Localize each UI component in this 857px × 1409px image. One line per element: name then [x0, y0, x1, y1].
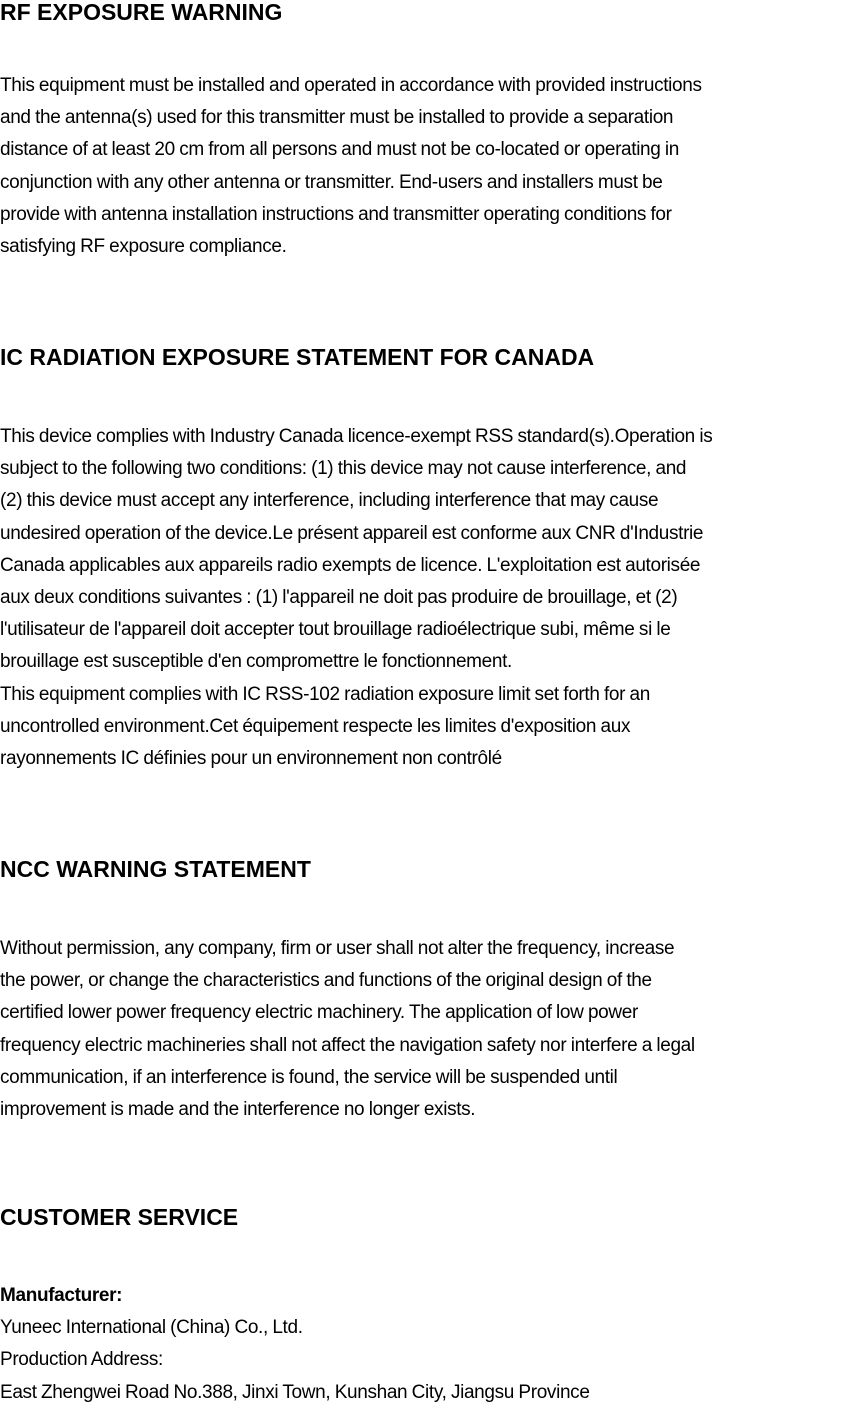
text-line: undesired operation of the device.Le présent appareil est conforme aux CNR d'Industrie: [0, 522, 704, 544]
text-line: satisfying RF exposure compliance.: [0, 236, 287, 258]
text-line: and the antenna(s) used for this transmitter must be installed to provide a separation: [0, 107, 674, 129]
text-line: Without permission, any company, firm or user shall not alter the frequency, increase: [0, 938, 675, 959]
text-line: uncontrolled environment.Cet équipement respecte les limites d'exposition aux: [0, 715, 631, 737]
text-line: Canada applicables aux appareils radio exempts de licence. L'exploitation est autorisée: [0, 554, 701, 576]
text-line: rayonnements IC définies pour un environnement non contrôlé: [0, 748, 502, 770]
text-line: the power, or change the characteristics and functions of the original design of the: [0, 970, 652, 992]
text-line: This equipment complies with IC RSS-102 radiation exposure limit set forth for an: [0, 683, 650, 705]
text-line: aux deux conditions suivantes : (1) l'appareil ne doit pas produire de brouillage, et (2): [0, 587, 678, 609]
rf-exposure-heading: RF EXPOSURE WARNING: [0, 0, 283, 25]
customer-service-heading: CUSTOMER SERVICE: [0, 1204, 239, 1230]
production-address-label: Production Address:: [0, 1349, 163, 1371]
rf-exposure-paragraph: [0, 70, 702, 263]
ncc-warning-heading: NCC WARNING STATEMENT: [0, 856, 311, 882]
text-line: distance of at least 20 cm from all persons and must not be co-located or operating in: [0, 139, 680, 161]
text-line: communication, if an interference is found, the service will be suspended until: [0, 1066, 618, 1088]
text-line: frequency electric machineries shall not affect the navigation safety nor interfere a legal: [0, 1034, 695, 1056]
text-line: improvement is made and the interference no longer exists.: [0, 1099, 476, 1121]
text-line: brouillage est susceptible d'en compromettre le fonctionnement.: [0, 651, 512, 673]
text-line: provide with antenna installation instructions and transmitter operating conditions for: [0, 203, 672, 225]
text-line: This device complies with Industry Canada licence-exempt RSS standard(s).Operation is: [0, 426, 713, 447]
ic-statement-paragraph: [0, 421, 712, 775]
text-line: subject to the following two conditions: (1) this device may not cause interference, and: [0, 458, 687, 480]
text-line: (2) this device must accept any interference, including interference that may cause: [0, 490, 659, 512]
text-line: This equipment must be installed and operated in accordance with provided instructions: [0, 75, 702, 96]
text-line: l'utilisateur de l'appareil doit accepter tout brouillage radioélectrique subi, même si le: [0, 619, 671, 641]
text-line: conjunction with any other antenna or transmitter. End-users and installers must be: [0, 171, 663, 193]
customer-service-block: [0, 1280, 590, 1409]
ic-statement-heading: IC RADIATION EXPOSURE STATEMENT FOR CANADA: [0, 344, 595, 370]
production-address: East Zhengwei Road No.388, Jinxi Town, Kunshan City, Jiangsu Province: [0, 1381, 590, 1403]
manufacturer-label: Manufacturer:: [0, 1285, 123, 1306]
manufacturer-name: Yuneec International (China) Co., Ltd.: [0, 1317, 303, 1339]
text-line: certified lower power frequency electric machinery. The application of low power: [0, 1002, 638, 1024]
ncc-warning-paragraph: [0, 933, 695, 1126]
